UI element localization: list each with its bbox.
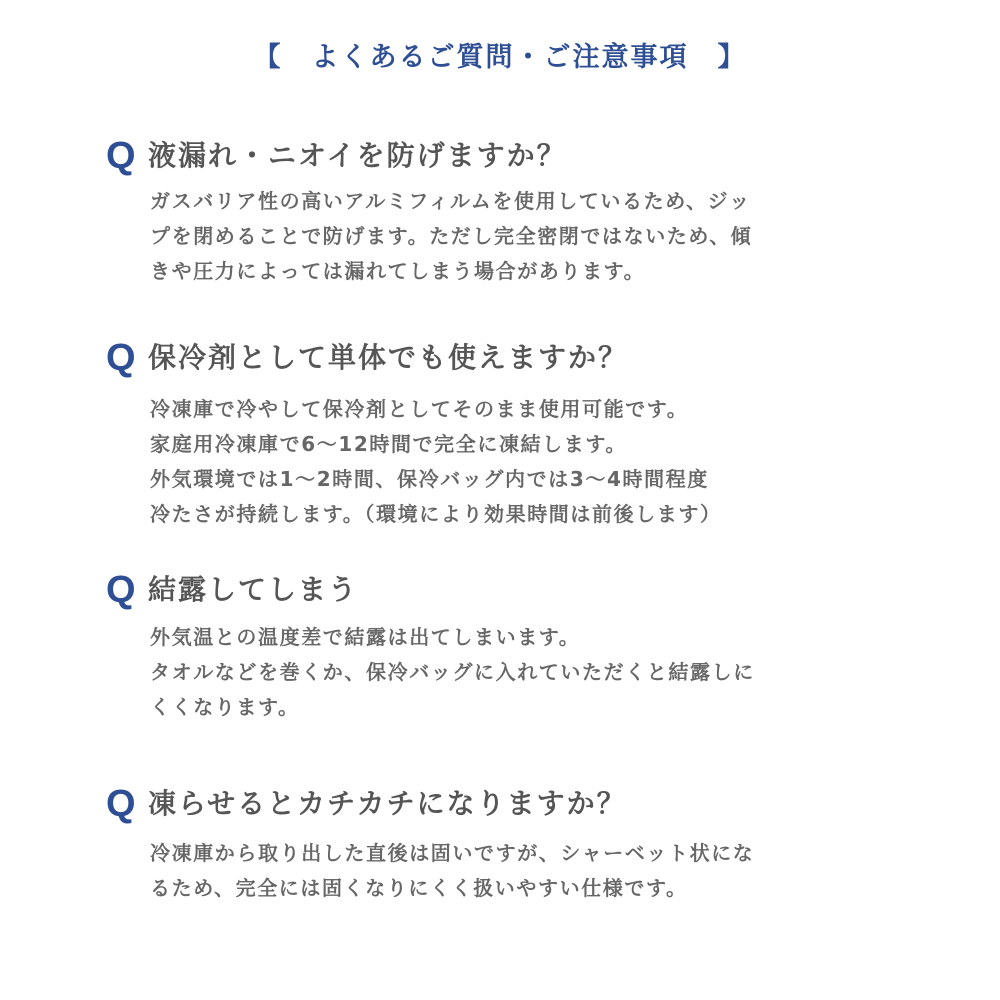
answer-line: ガスバリア性の高いアルミフィルムを使用しているため、ジッ <box>150 189 751 213</box>
answer-line: 家庭用冷凍庫で6～12時間で完全に凍結します。 <box>150 432 627 456</box>
answer-text <box>150 620 930 725</box>
answer-line: 冷凍庫から取り出した直後は固いですが、シャーベット状にな <box>150 841 755 865</box>
question-text: 結露してしまう <box>148 573 359 606</box>
question-row <box>106 566 936 614</box>
q-mark-icon: Q <box>106 569 136 611</box>
faq-item-2 <box>106 334 936 532</box>
answer-line: プを閉めることで防げます。ただし完全密閉ではないため、傾 <box>150 224 753 248</box>
answer-text <box>150 392 930 532</box>
q-mark-icon: Q <box>106 135 136 177</box>
question-row <box>106 334 936 382</box>
answer-line: くくなります。 <box>150 695 300 719</box>
question-row <box>106 132 936 180</box>
answer-line: タオルなどを巻くか、保冷バッグに入れていただくと結露しに <box>150 660 755 684</box>
question-text: 凍らせるとカチカチになりますか？ <box>148 787 627 820</box>
answer-text <box>150 836 930 906</box>
page-title: 【 よくあるご質問・ご注意事項 】 <box>253 42 747 73</box>
answer-line: きや圧力によっては漏れてしまう場合があります。 <box>150 259 646 283</box>
faq-item-3 <box>106 566 936 725</box>
question-text: 保冷剤として単体でも使えますか？ <box>148 341 629 374</box>
question-row <box>106 780 936 828</box>
faq-item-1 <box>106 132 936 289</box>
q-mark-icon: Q <box>106 337 136 379</box>
answer-line: 冷たさが持続します。（環境により効果時間は前後します） <box>150 502 722 526</box>
answer-line: 外気環境では1～2時間、保冷バッグ内では3～4時間程度 <box>150 467 709 491</box>
answer-line: 外気温との温度差で結露は出てしまいます。 <box>150 625 581 649</box>
answer-text <box>150 184 930 289</box>
answer-line: 冷凍庫で冷やして保冷剤としてそのまま使用可能です。 <box>150 397 689 421</box>
faq-item-4 <box>106 780 936 906</box>
question-text: 液漏れ・ニオイを防げますか？ <box>148 139 567 172</box>
q-mark-icon: Q <box>106 783 136 825</box>
answer-line: るため、完全には固くなりにくく扱いやすい仕様です。 <box>150 876 688 900</box>
